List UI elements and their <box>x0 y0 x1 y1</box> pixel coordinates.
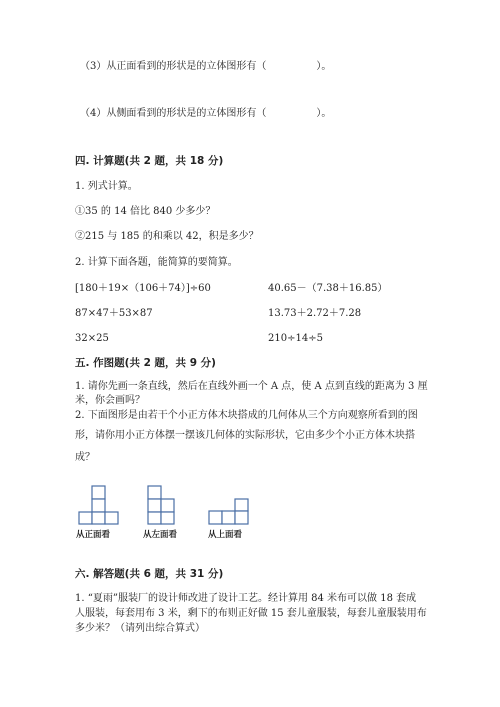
question-4: （4）从侧面看到的形状是的立体图形有（ ）。 <box>80 108 332 119</box>
calc-item: 40.65－（7.38＋16.85） <box>268 283 388 294</box>
section-6-heading: 六. 解答题(共 6 题，共 31 分) <box>75 568 224 580</box>
drawing-line: 1. 请你先画一条直线，然后在直线外画一个 A 点，使 A 点到直线的距离为 3 厘 <box>75 381 428 392</box>
section-5-heading: 五. 作图题(共 2 题，共 9 分) <box>75 357 216 369</box>
problem-1: 1. 列式计算。 <box>75 181 138 192</box>
calc-item: 210÷14÷5 <box>268 333 323 344</box>
calc-item: 13.73＋2.72＋7.28 <box>268 308 362 319</box>
problem-1b: ②215 与 185 的和乘以 42，积是多少？ <box>75 231 259 242</box>
calc-item: 87×47＋53×87 <box>75 308 153 319</box>
drawing-line: 成？ <box>75 452 95 463</box>
question-3: （3）从正面看到的形状是的立体图形有（ ）。 <box>80 61 332 72</box>
drawing-line: 2. 下面图形是由若干个小正方体木块搭成的几何体从三个方向观察所看到的图 <box>75 410 418 421</box>
left-view-figure <box>146 485 178 525</box>
problem-2: 2. 计算下面各题，能简算的要简算。 <box>75 257 238 268</box>
front-view-figure <box>78 485 122 525</box>
problem-1a: ①35 的 14 倍比 840 少多少？ <box>75 206 216 217</box>
drawing-line: 形，请你用小正方体摆一摆该几何体的实际形状，它由多少个小正方体木块搭 <box>75 430 415 441</box>
calc-item: 32×25 <box>75 333 109 344</box>
drawing-line: 米，你会画吗？ <box>75 395 145 406</box>
top-view-figure <box>206 498 254 526</box>
answer-line: 1. “夏雨”服装厂的设计师改进了设计工艺。经计算用 84 米布可以做 18 套成 <box>75 593 417 604</box>
front-view-label: 从正面看 <box>76 530 111 540</box>
calc-item: [180＋19×（106＋74）]÷60 <box>75 283 211 294</box>
top-view-label: 从上面看 <box>208 530 243 540</box>
left-view-label: 从左面看 <box>143 530 178 540</box>
answer-line: 多少米？（请列出综合算式） <box>75 623 205 634</box>
answer-line: 人服装，每套用布 3 米，剩下的布则正好做 15 套儿童服装，每套儿童服装用布 <box>75 608 427 619</box>
section-4-heading: 四. 计算题(共 2 题，共 18 分) <box>75 155 224 167</box>
